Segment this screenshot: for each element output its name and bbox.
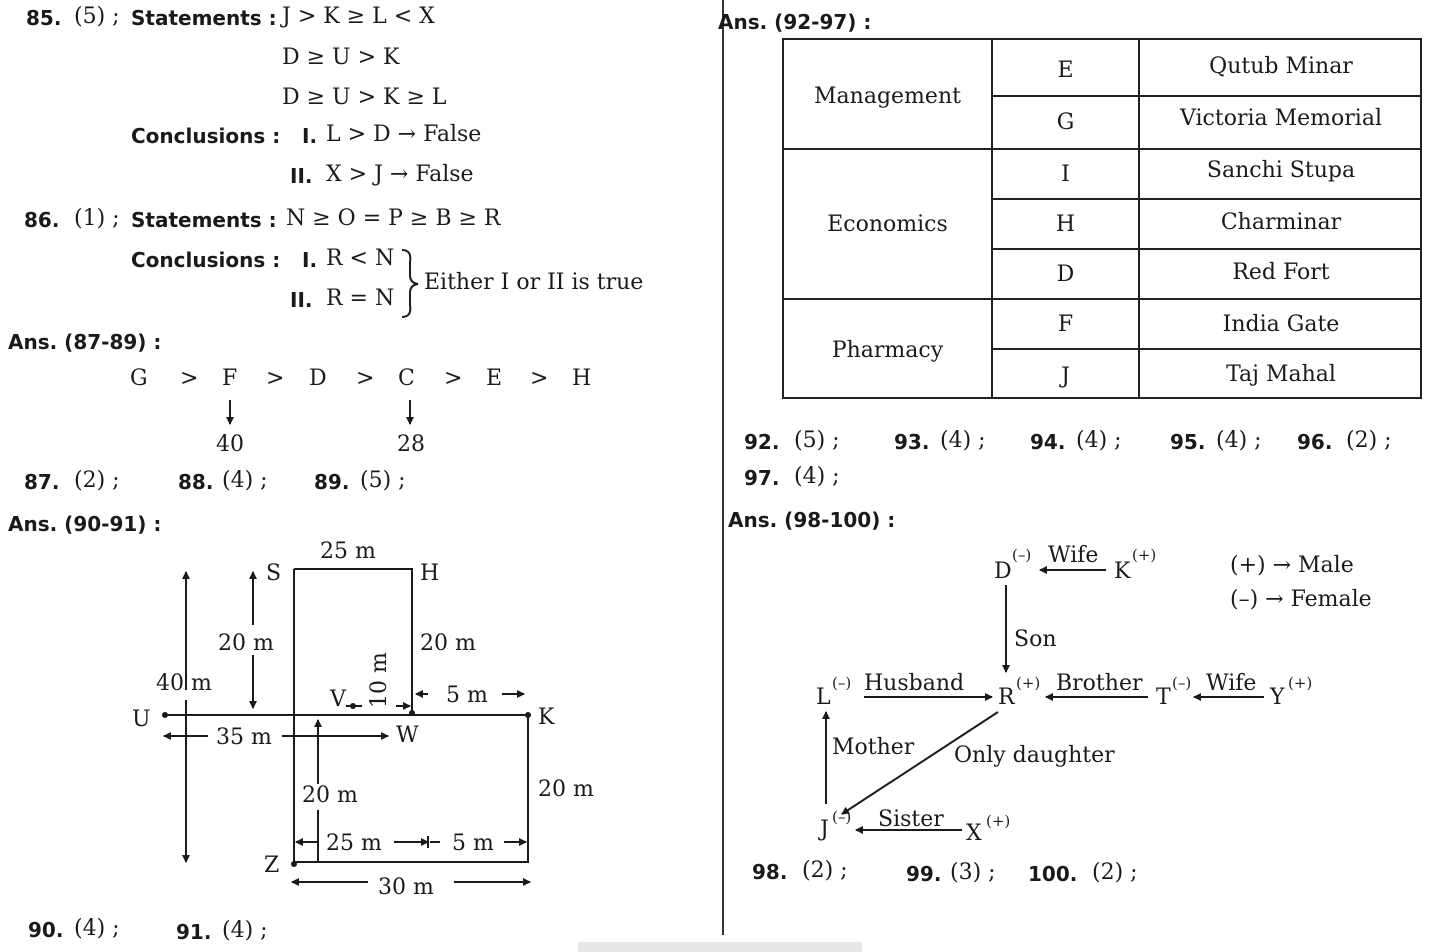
a99-number: 99.	[906, 862, 942, 886]
a88-number: 88.	[178, 470, 214, 494]
q86-conclusion-1: R < N	[326, 246, 395, 271]
a87-option: (2) ;	[74, 468, 120, 493]
q86-statement: N ≥ O = P ≥ B ≥ R	[286, 206, 501, 231]
rel-rj: Only daughter	[954, 743, 1115, 768]
a89-option: (5) ;	[360, 468, 406, 493]
a98-option: (2) ;	[802, 858, 848, 883]
ans-90-91-heading: Ans. (90-91) :	[8, 512, 162, 536]
label-kz: 20 m	[538, 777, 594, 802]
a98-number: 98.	[752, 860, 788, 884]
node-y-sign: (+)	[1288, 674, 1313, 692]
node-d-sign: (–)	[1012, 546, 1032, 564]
seq-9: >	[530, 366, 549, 391]
a94-option: (4) ;	[1076, 428, 1122, 453]
label-bottom-left: 25 m	[326, 831, 382, 856]
node-j-sign: (–)	[832, 808, 852, 826]
scan-artifact	[578, 942, 862, 952]
a91-option: (4) ;	[222, 918, 268, 943]
label-zw: 20 m	[302, 783, 358, 808]
q85-statement-3: D ≥ U > K ≥ L	[282, 85, 447, 110]
a93-number: 93.	[894, 430, 930, 454]
point-w	[409, 710, 415, 716]
group-pharmacy: Pharmacy	[831, 338, 944, 363]
rel-xj: Sister	[878, 807, 944, 832]
ans-98-100-heading: Ans. (98-100) :	[728, 508, 896, 532]
path-s-h-w	[294, 569, 412, 713]
a93-option: (4) ;	[940, 428, 986, 453]
seq-5: >	[356, 366, 375, 391]
q85-statement-2: D ≥ U > K	[282, 45, 400, 70]
seq-1: >	[180, 366, 199, 391]
q85-conclusions-label: Conclusions :	[131, 124, 281, 148]
label-vw: 10 m	[367, 652, 392, 708]
rel-jl: Mother	[832, 735, 915, 760]
point-u	[162, 712, 168, 718]
label-sh: 25 m	[320, 539, 376, 564]
label-uw: 35 m	[216, 725, 272, 750]
q86-option: (1) ;	[74, 206, 120, 231]
node-y: Y	[1270, 685, 1285, 710]
node-t: T	[1156, 685, 1171, 710]
q85-option: (5) ;	[74, 4, 120, 29]
place-cell: Charminar	[1220, 210, 1342, 235]
node-k-sign: (+)	[1132, 546, 1157, 564]
node-j: J	[820, 817, 829, 842]
legend-female: (–) → Female	[1230, 587, 1372, 612]
q86-conclusion-2: R = N	[326, 286, 395, 311]
node-l: L	[816, 685, 831, 710]
a95-number: 95.	[1170, 430, 1206, 454]
a88-option: (4) ;	[222, 468, 268, 493]
seq-6: C	[398, 366, 415, 391]
q85-statement-1: J > K ≥ L < X	[282, 4, 435, 29]
brace-icon	[402, 250, 418, 317]
a96-number: 96.	[1297, 430, 1333, 454]
ans-92-97-heading: Ans. (92-97) :	[718, 10, 872, 34]
a100-option: (2) ;	[1092, 860, 1138, 885]
q86-conclusion-2-number: II.	[290, 288, 313, 312]
point-label-z: Z	[264, 853, 280, 878]
node-x-sign: (+)	[986, 812, 1011, 830]
point-label-v: V	[330, 687, 346, 712]
q86-conclusions-label: Conclusions :	[131, 248, 281, 272]
q86-statements-label: Statements :	[131, 208, 277, 232]
place-cell: India Gate	[1222, 312, 1340, 337]
a92-number: 92.	[744, 430, 780, 454]
value-c: 28	[397, 432, 425, 457]
rel-dr: Son	[1014, 627, 1057, 652]
a97-number: 97.	[744, 466, 780, 490]
seq-10: H	[572, 366, 592, 391]
a90-number: 90.	[28, 918, 64, 942]
point-label-w: W	[396, 723, 419, 748]
seq-4: D	[309, 366, 327, 391]
a94-number: 94.	[1030, 430, 1066, 454]
label-bottom-right: 5 m	[452, 831, 494, 856]
label-bottom-total: 30 m	[378, 875, 434, 900]
seq-7: >	[444, 366, 463, 391]
ans-87-89-heading: Ans. (87-89) :	[8, 330, 162, 354]
label-wk: 5 m	[446, 683, 488, 708]
q86-result: Either I or II is true	[424, 270, 644, 295]
legend-male: (+) → Male	[1230, 553, 1354, 578]
point-label-h: H	[420, 561, 440, 586]
a90-option: (4) ;	[74, 916, 120, 941]
person-cell: H	[1055, 212, 1076, 237]
point-k	[525, 712, 531, 718]
place-cell: Red Fort	[1232, 260, 1330, 285]
point-label-s: S	[266, 561, 282, 586]
a92-option: (5) ;	[794, 428, 840, 453]
q85-conclusion-1: L > D → False	[326, 122, 482, 147]
q85-conclusion-1-number: I.	[302, 124, 318, 148]
q85-number: 85.	[26, 6, 62, 30]
rel-kd: Wife	[1048, 543, 1099, 568]
value-f: 40	[216, 432, 244, 457]
q86-number: 86.	[24, 208, 60, 232]
a97-option: (4) ;	[794, 464, 840, 489]
rel-tr: Brother	[1056, 671, 1143, 696]
a100-number: 100.	[1028, 862, 1078, 886]
node-l-sign: (–)	[832, 674, 852, 692]
a95-option: (4) ;	[1216, 428, 1262, 453]
a91-number: 91.	[176, 920, 212, 944]
group-economics: Economics	[827, 212, 948, 237]
seq-3: >	[266, 366, 285, 391]
q85-conclusion-2: X > J → False	[326, 162, 474, 187]
node-r-sign: (+)	[1016, 674, 1041, 692]
seq-8: E	[486, 366, 503, 391]
place-cell: Victoria Memorial	[1180, 106, 1382, 131]
a87-number: 87.	[24, 470, 60, 494]
q86-conclusion-1-number: I.	[302, 248, 318, 272]
point-label-k: K	[538, 705, 555, 730]
person-cell: E	[1057, 58, 1074, 83]
a89-number: 89.	[314, 470, 350, 494]
node-t-sign: (–)	[1172, 674, 1192, 692]
person-cell: F	[1057, 312, 1074, 337]
person-cell: J	[1061, 364, 1070, 389]
q85-statements-label: Statements :	[131, 6, 277, 30]
node-x: X	[966, 821, 982, 846]
point-z	[291, 861, 297, 867]
node-d: D	[994, 559, 1012, 584]
rel-yt: Wife	[1206, 671, 1257, 696]
seq-0: G	[130, 366, 148, 391]
group-management: Management	[814, 84, 961, 109]
node-k: K	[1114, 559, 1131, 584]
person-cell: G	[1056, 110, 1075, 135]
person-cell: D	[1056, 262, 1075, 287]
point-label-u: U	[132, 707, 151, 732]
label-hw: 20 m	[420, 631, 476, 656]
place-cell: Taj Mahal	[1226, 362, 1336, 387]
place-cell: Sanchi Stupa	[1206, 158, 1356, 183]
a96-option: (2) ;	[1346, 428, 1392, 453]
q85-conclusion-2-number: II.	[290, 164, 313, 188]
a99-option: (3) ;	[950, 860, 996, 885]
rel-lr: Husband	[864, 671, 965, 696]
seq-2: F	[222, 366, 238, 391]
place-cell: Qutub Minar	[1209, 54, 1353, 79]
label-sv: 20 m	[218, 631, 274, 656]
label-uz: 40 m	[156, 671, 212, 696]
person-cell: I	[1061, 162, 1070, 187]
node-r: R	[998, 685, 1015, 710]
